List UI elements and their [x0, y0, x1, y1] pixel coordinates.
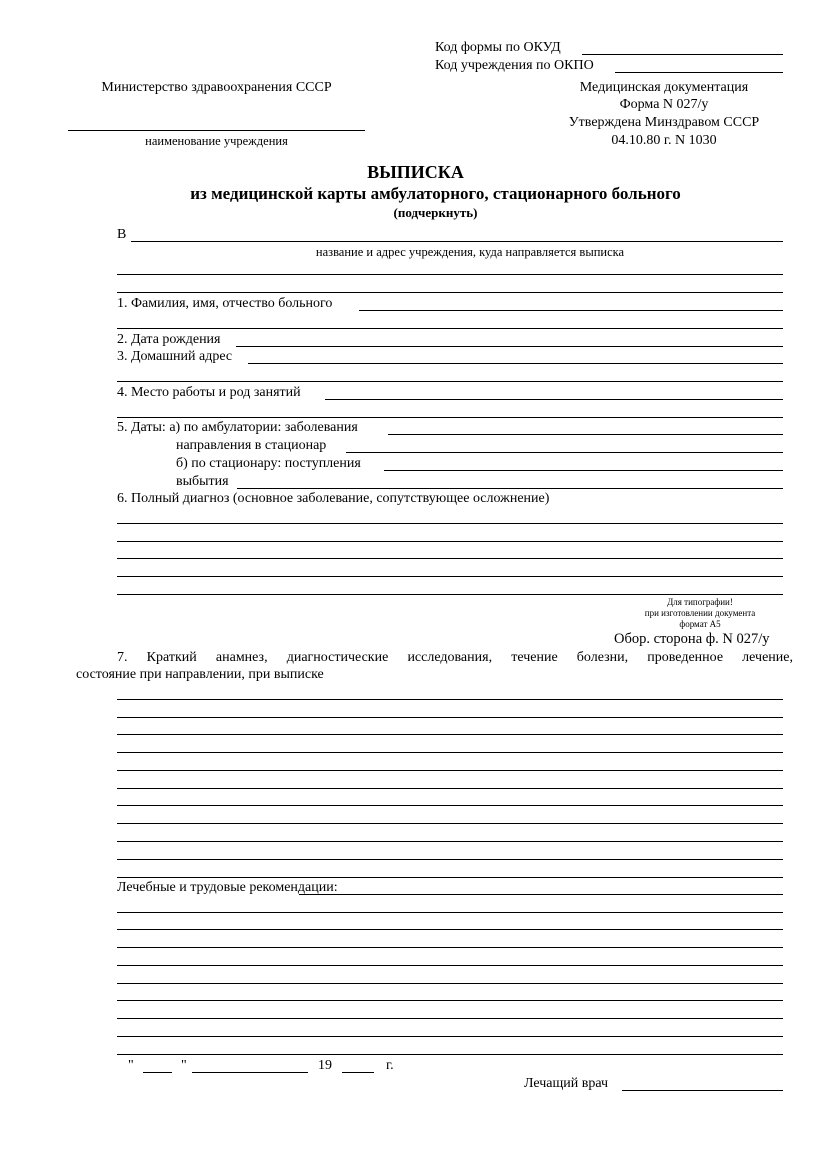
approved-by: Утверждена Минздравом СССР: [568, 115, 760, 130]
printing-note-2: при изготовлении документа: [644, 608, 756, 618]
doc-type: Медицинская документация: [579, 80, 749, 95]
workplace-field[interactable]: [325, 399, 783, 400]
printing-note-1: Для типографии!: [667, 597, 733, 607]
discharge-date-field[interactable]: [237, 488, 783, 489]
workplace-line-2[interactable]: [117, 417, 783, 418]
doc-subtitle: из медицинской карты амбулаторного, стационарного больного: [190, 184, 681, 203]
recommendations-label: Лечебные и трудовые рекомендации:: [117, 880, 338, 895]
diagnosis-label: 6. Полный диагноз (основное заболевание, сопутствующее осложнение): [117, 491, 550, 506]
home-address-field[interactable]: [248, 363, 783, 364]
recommendations-line-3[interactable]: [117, 947, 783, 948]
recommendations-line-7[interactable]: [117, 1018, 783, 1019]
recommendations-line-5[interactable]: [117, 983, 783, 984]
discharge-label: выбытия: [176, 474, 229, 489]
day-field[interactable]: [143, 1072, 172, 1073]
section7-line-4[interactable]: [117, 752, 783, 753]
admission-date-field[interactable]: [384, 470, 783, 471]
recommendations-line-6[interactable]: [117, 1000, 783, 1001]
recommendations-line-4[interactable]: [117, 965, 783, 966]
section7-line-5[interactable]: [117, 770, 783, 771]
home-address-line-2[interactable]: [117, 381, 783, 382]
destination-line-3[interactable]: [117, 292, 783, 293]
birth-date-label: 2. Дата рождения: [117, 332, 221, 347]
dates-outpatient-label: 5. Даты: а) по амбулатории: заболевания: [117, 420, 358, 435]
okud-label: Код формы по ОКУД: [435, 40, 561, 55]
patient-name-label: 1. Фамилия, имя, отчество больного: [117, 296, 333, 311]
okpo-label: Код учреждения по ОКПО: [435, 58, 594, 73]
date-quote-open: ": [128, 1058, 134, 1073]
section7-line-6[interactable]: [117, 788, 783, 789]
doc-title: ВЫПИСКА: [367, 162, 464, 182]
section7-line-8[interactable]: [117, 823, 783, 824]
section7-line1: 7. Краткий анамнез, диагностические исследования, течение болезни, проведенное лечение,: [117, 650, 793, 665]
section7-line-11[interactable]: [117, 877, 783, 878]
section7-line-1[interactable]: [117, 699, 783, 700]
destination-line-2[interactable]: [117, 274, 783, 275]
birth-date-field[interactable]: [236, 346, 783, 347]
recommendations-line-1[interactable]: [117, 912, 783, 913]
diagnosis-line-1[interactable]: [117, 523, 783, 524]
diagnosis-line-3[interactable]: [117, 558, 783, 559]
recommendations-line-8[interactable]: [117, 1036, 783, 1037]
institution-field[interactable]: [68, 130, 365, 131]
recommendations-field[interactable]: [299, 894, 783, 895]
destination-prefix: В: [117, 227, 127, 242]
form-number: Форма N 027/у: [619, 97, 709, 112]
section7-line-7[interactable]: [117, 805, 783, 806]
referral-label: направления в стационар: [176, 438, 327, 453]
patient-name-line-2[interactable]: [117, 328, 783, 329]
okud-field[interactable]: [582, 54, 783, 55]
year-suffix: г.: [386, 1058, 394, 1073]
admission-label: б) по стационару: поступления: [176, 456, 361, 471]
diagnosis-line-5[interactable]: [117, 594, 783, 595]
section7-line-2[interactable]: [117, 717, 783, 718]
printing-note-3: формат А5: [679, 619, 721, 629]
date-quote-close: ": [181, 1058, 187, 1073]
destination-caption: название и адрес учреждения, куда направляется выписка: [315, 245, 625, 259]
doctor-signature-field[interactable]: [622, 1090, 783, 1091]
home-address-label: 3. Домашний адрес: [117, 349, 233, 364]
month-field[interactable]: [192, 1072, 308, 1073]
illness-date-field[interactable]: [388, 434, 783, 435]
destination-field[interactable]: [131, 241, 783, 242]
workplace-label: 4. Место работы и род занятий: [117, 385, 301, 400]
doctor-label: Лечащий врач: [524, 1076, 609, 1091]
ministry: Министерство здравоохранения СССР: [101, 80, 332, 95]
institution-caption: наименование учреждения: [145, 134, 288, 148]
year-field[interactable]: [342, 1072, 374, 1073]
diagnosis-line-2[interactable]: [117, 541, 783, 542]
patient-name-field[interactable]: [359, 310, 783, 311]
approval-date: 04.10.80 г. N 1030: [611, 133, 717, 148]
reverse-side-label: Обор. сторона ф. N 027/у: [614, 631, 770, 647]
referral-date-field[interactable]: [346, 452, 783, 453]
diagnosis-line-4[interactable]: [117, 576, 783, 577]
underline-note: (подчеркнуть): [393, 205, 478, 220]
recommendations-line-9[interactable]: [117, 1054, 783, 1055]
section7-line-9[interactable]: [117, 841, 783, 842]
section7-line-10[interactable]: [117, 859, 783, 860]
recommendations-line-2[interactable]: [117, 929, 783, 930]
section7-line-3[interactable]: [117, 734, 783, 735]
century-label: 19: [318, 1058, 332, 1073]
section7-line2: состояние при направлении, при выписке: [76, 667, 324, 682]
okpo-field[interactable]: [615, 72, 783, 73]
